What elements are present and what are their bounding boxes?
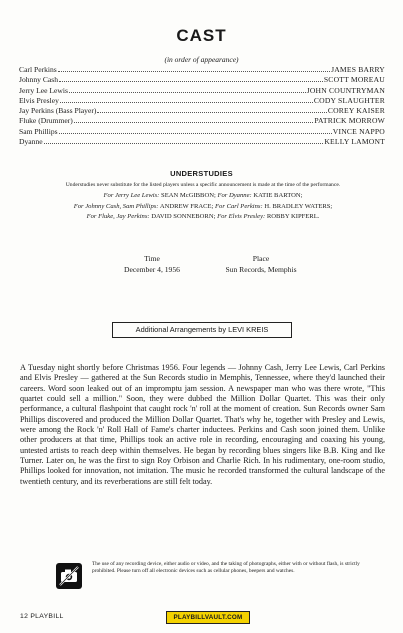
time-block	[102, 254, 202, 275]
understudy-actor: DAVID SONNEBORN;	[151, 213, 216, 220]
cast-role: Dyanne	[19, 137, 43, 147]
dot-leader	[44, 137, 324, 144]
order-note: (in order of appearance)	[164, 55, 239, 64]
dot-leader	[69, 86, 306, 93]
cast-row	[19, 96, 385, 106]
understudy-role: For Johnny Cash, Sam Phillips:	[73, 202, 159, 210]
cast-role: Fluke (Drummer)	[19, 116, 73, 126]
cast-actor: CODY SLAUGHTER	[313, 95, 385, 105]
understudies-list	[22, 191, 384, 223]
place-label: Place	[252, 254, 270, 263]
playbill-vault-link[interactable]: PLAYBILLVAULT.COM	[166, 611, 250, 624]
cast-actor: VINCE NAPPO	[332, 126, 385, 136]
understudy-actor: KATIE BARTON;	[253, 192, 303, 199]
cast-role: Sam Phillips	[19, 126, 58, 136]
page-number: 12 PLAYBILL	[20, 613, 64, 620]
dot-leader	[59, 127, 332, 134]
understudy-actor: SEAN McGIBBON;	[161, 192, 216, 199]
cast-actor: KELLY LAMONT	[324, 137, 385, 147]
understudy-role: For Elvis Presley:	[217, 213, 266, 220]
dot-leader	[59, 75, 323, 82]
cast-list	[19, 65, 385, 147]
understudy-line	[22, 212, 384, 223]
understudy-line	[22, 202, 384, 213]
time-value: December 4, 1956	[124, 264, 180, 274]
cast-role: Jerry Lee Lewis	[19, 85, 68, 95]
cast-role: Jay Perkins (Bass Player)	[19, 106, 97, 116]
cast-actor: COREY KAISER	[327, 106, 385, 116]
place-block	[206, 254, 316, 275]
cast-row	[19, 65, 385, 75]
cast-row	[19, 137, 385, 147]
cast-row	[19, 75, 385, 85]
dot-leader	[74, 116, 314, 123]
understudies-note: Understudies never substitute for the listed players unless a specific announcement is made at the time of the performance.	[65, 182, 341, 188]
cast-row	[19, 106, 385, 116]
understudy-role: For Jerry Lee Lewis:	[103, 192, 160, 199]
understudy-actor: ANDREW FRACE;	[159, 202, 214, 210]
cast-actor: JOHN COUNTRYMAN	[306, 85, 385, 95]
place-value: Sun Records, Memphis	[225, 264, 297, 274]
understudy-actor: H. BRADLEY WATERS;	[264, 202, 333, 210]
recording-notice: The use of any recording device, either audio or video, and the taking of photographs, either with or without flash, is strictly prohibited. Please turn off all electronic devices such as cellular phones, beepers and watches.	[92, 561, 360, 575]
cast-row	[19, 86, 385, 96]
dot-leader	[58, 65, 330, 72]
understudy-line	[22, 191, 384, 202]
synopsis-paragraph: A Tuesday night shortly before Christmas 1956. Four legends — Johnny Cash, Jerry Lee Lewis, Carl Perkins and Elvis Presley — gathered at the Sun Records studio in Memphis, Tennessee, where they'd launched their careers. Word soon leaked out of an impromptu jam session. A newspaper man who was there wrote, "This quartet could sell a million." Soon, they were dubbed the Million Dollar Quartet. This was their only performance, a cultural flashpoint that caught rock 'n' roll at the moment of creation. Sun Records owner Sam Phillips discovered and produced the Million Dollar Quartet. That's why he, together with Presley and Lewis, were among the Rock 'n' Roll Hall of Fame's charter inductees. Perkins and Cash soon joined them. Unlike other producers at that time, Phillips took an active role in recording, encouraging and coaxing his young, untested artists to reach deep within themselves. He began by recording blues singers like B.B. King and Ike Turner. Later on, he was the first to sign Roy Orbison and Charlie Rich. In his rudimentary, one-room studio, Phillips looked for innovation, not imitation. The music he recorded transformed the cultural landscape of the twentieth century, and its reverberations are still felt today.	[20, 363, 385, 486]
understudy-role: For Carl Perkins:	[215, 202, 263, 210]
understudies-heading: UNDERSTUDIES	[170, 169, 233, 178]
understudy-actor: ROBBY KIPFERL.	[266, 213, 320, 220]
cast-heading: CAST	[176, 26, 227, 45]
cast-actor: PATRICK MORROW	[314, 116, 385, 126]
understudy-role: For Fluke, Jay Perkins:	[86, 213, 150, 220]
cast-role: Johnny Cash	[19, 75, 59, 85]
time-label: Time	[144, 254, 160, 263]
cast-row	[19, 116, 385, 126]
cast-actor: SCOTT MOREAU	[323, 75, 385, 85]
dot-leader	[60, 96, 313, 103]
cast-role: Elvis Presley	[19, 95, 59, 105]
understudy-role: For Dyanne:	[217, 192, 252, 199]
no-camera-icon	[56, 563, 82, 589]
cast-row	[19, 127, 385, 137]
cast-actor: JAMES BARRY	[331, 65, 385, 74]
cast-role: Carl Perkins	[19, 65, 57, 74]
arrangements-box: Additional Arrangements by LEVI KREIS	[112, 322, 292, 338]
dot-leader	[97, 106, 326, 113]
